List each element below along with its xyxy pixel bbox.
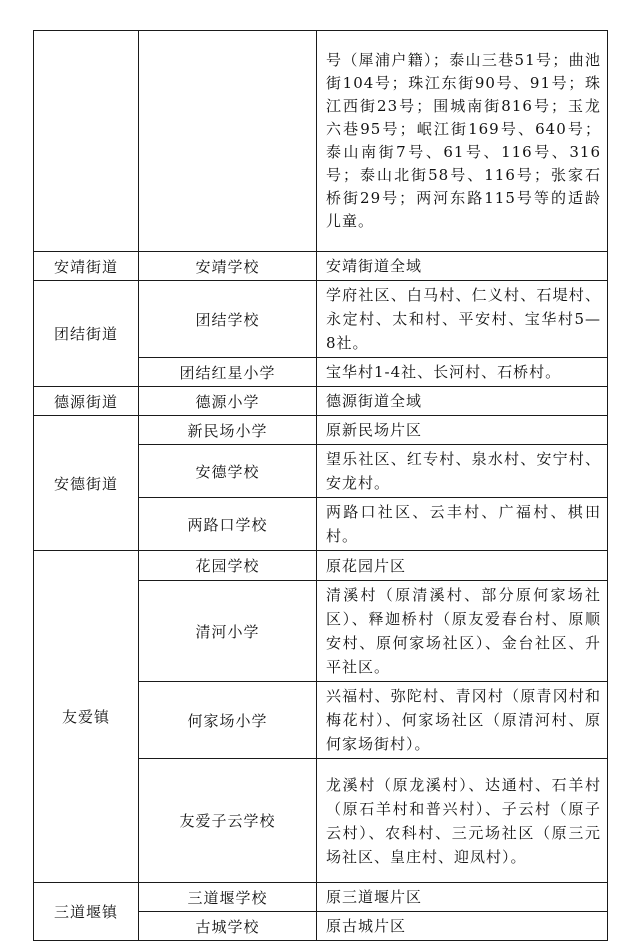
- table-row: [34, 281, 608, 358]
- school-cell: 安靖学校: [139, 252, 317, 281]
- area-cell: 号（犀浦户籍）；泰山三巷51号；曲池街104号；珠江东街90号、91号；珠江西街23号；围城南街816号；玉龙六巷95号；岷江街169号、640号；泰山南街7号、61号、116号、316号；泰山北街58号、116号；张家石桥街29号；两河东路115号等的适龄儿童。: [317, 31, 608, 252]
- area-cell: 原新民场片区: [317, 416, 608, 445]
- area-cell: 学府社区、白马村、仁义村、石堤村、永定村、太和村、平安村、宝华村5—8社。: [317, 281, 608, 358]
- school-allocation-table: [33, 30, 608, 941]
- area-cell: 德源街道全域: [317, 387, 608, 416]
- area-cell: 原三道堰片区: [317, 883, 608, 912]
- school-cell: [139, 31, 317, 252]
- school-cell: 古城学校: [139, 912, 317, 941]
- area-cell: 龙溪村（原龙溪村）、达通村、石羊村（原石羊村和普兴村）、子云村（原子云村）、农科村、三元场社区（原三元场社区、皇庄村、迎凤村）。: [317, 759, 608, 883]
- school-cell: 两路口学校: [139, 498, 317, 551]
- school-cell: 团结学校: [139, 281, 317, 358]
- school-cell: 何家场小学: [139, 682, 317, 759]
- area-cell: 清溪村（原清溪村、部分原何家场社区）、释迦桥村（原友爱春台村、原顺安村、原何家场社区）、金台社区、升平社区。: [317, 581, 608, 682]
- district-cell: [34, 31, 139, 252]
- school-cell: 新民场小学: [139, 416, 317, 445]
- area-cell: 原古城片区: [317, 912, 608, 941]
- area-cell: 兴福村、弥陀村、青冈村（原青冈村和梅花村）、何家场社区（原清河村、原何家场街村）。: [317, 682, 608, 759]
- school-cell: 清河小学: [139, 581, 317, 682]
- table-row: [34, 31, 608, 252]
- table-row: [34, 387, 608, 416]
- area-cell: 望乐社区、红专村、泉水村、安宁村、安龙村。: [317, 445, 608, 498]
- table-row: [34, 551, 608, 581]
- area-cell: 安靖街道全域: [317, 252, 608, 281]
- district-cell: 安靖街道: [34, 252, 139, 281]
- school-cell: 安德学校: [139, 445, 317, 498]
- school-cell: 花园学校: [139, 551, 317, 581]
- table-row: [34, 883, 608, 912]
- school-cell: 友爱子云学校: [139, 759, 317, 883]
- table-row: [34, 252, 608, 281]
- district-cell: 安德街道: [34, 416, 139, 551]
- district-cell: 团结街道: [34, 281, 139, 387]
- district-cell: 德源街道: [34, 387, 139, 416]
- school-cell: 团结红星小学: [139, 358, 317, 387]
- district-cell: 友爱镇: [34, 551, 139, 883]
- district-cell: 三道堰镇: [34, 883, 139, 941]
- table-row: [34, 416, 608, 445]
- area-cell: 原花园片区: [317, 551, 608, 581]
- area-cell: 两路口社区、云丰村、广福村、棋田村。: [317, 498, 608, 551]
- school-cell: 德源小学: [139, 387, 317, 416]
- area-cell: 宝华村1-4社、长河村、石桥村。: [317, 358, 608, 387]
- school-cell: 三道堰学校: [139, 883, 317, 912]
